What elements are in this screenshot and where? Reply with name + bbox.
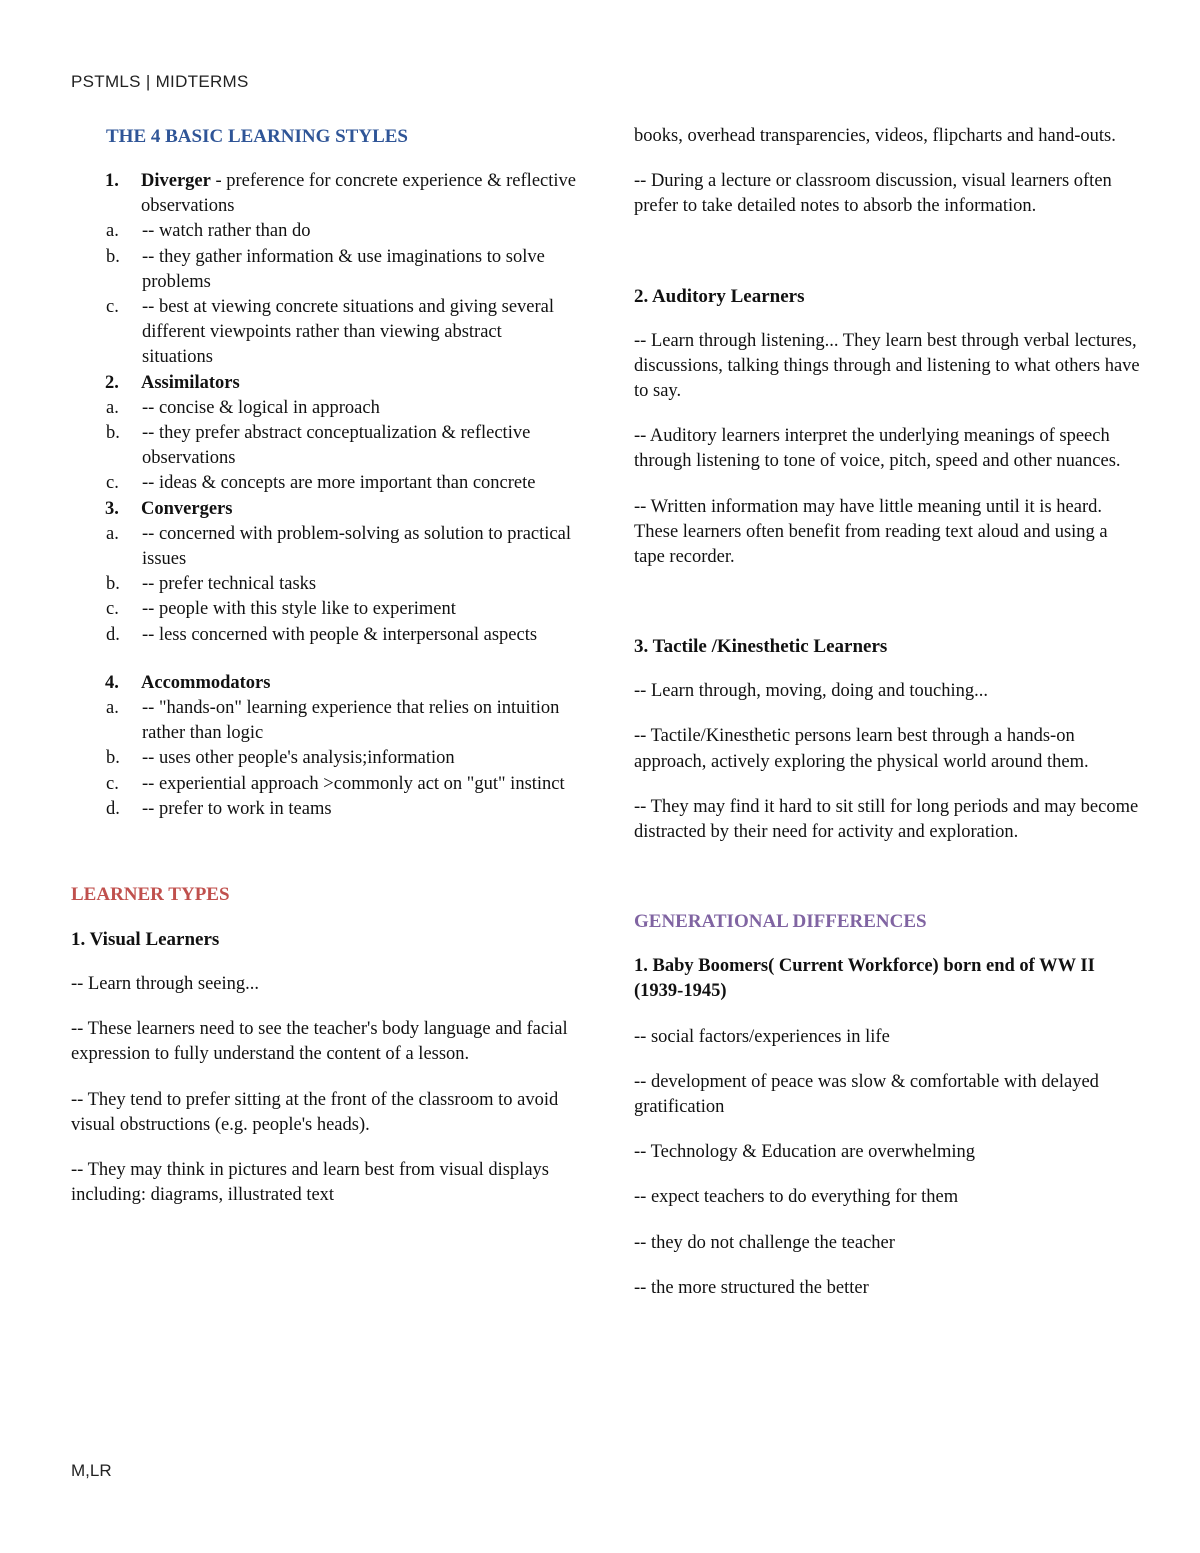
paragraph: -- During a lecture or classroom discussion, visual learners often prefer to take detailed notes to absorb the information. xyxy=(634,171,1112,217)
sub-item xyxy=(71,421,576,471)
list-item xyxy=(71,169,576,371)
list-item xyxy=(71,371,576,497)
sub-item xyxy=(71,522,576,572)
visual-learners-title: 1. Visual Learners xyxy=(71,929,220,951)
sub-letter: c. xyxy=(106,297,119,318)
sub-item xyxy=(71,219,576,244)
paragraph: -- Tactile/Kinesthetic persons learn best through a hands-on approach, actively exploring the physical world around them. xyxy=(634,726,1089,772)
right-column xyxy=(634,124,1140,1301)
item-term: Diverger xyxy=(141,171,211,191)
generation-item: 1. Baby Boomers( Current Workforce) born end of WW II (1939-1945) xyxy=(634,956,1095,1002)
sub-letter: b. xyxy=(106,423,120,444)
sub-text: -- experiential approach >commonly act on "gut" instinct xyxy=(142,773,565,794)
sub-text: -- people with this style like to experiment xyxy=(142,599,456,620)
learning-styles-heading: THE 4 BASIC LEARNING STYLES xyxy=(106,126,408,147)
sub-item xyxy=(71,746,576,771)
sub-item xyxy=(71,396,576,421)
sub-text: -- they prefer abstract conceptualization & reflective observations xyxy=(142,423,531,469)
item-term: Accommodators xyxy=(141,672,271,693)
auditory-learners-title: 2. Auditory Learners xyxy=(634,285,805,307)
sub-item xyxy=(71,471,576,496)
sub-letter: b. xyxy=(106,748,120,769)
paragraph: -- development of peace was slow & comfortable with delayed gratification xyxy=(634,1071,1099,1118)
sub-text: -- concise & logical in approach xyxy=(142,397,380,418)
paragraph: -- They may think in pictures and learn best from visual displays including: diagrams, illustrated text xyxy=(71,1160,549,1206)
item-number: 2. xyxy=(105,372,119,393)
paragraph: -- They tend to prefer sitting at the front of the classroom to avoid visual obstructions (e.g. people's heads). xyxy=(71,1089,559,1135)
sub-item xyxy=(71,295,576,371)
sub-text: -- they gather information & use imaginations to solve problems xyxy=(142,246,545,292)
generational-heading: GENERATIONAL DIFFERENCES xyxy=(634,911,927,933)
sub-letter: c. xyxy=(106,599,119,620)
sub-letter: a. xyxy=(106,698,119,719)
list-item xyxy=(71,671,576,822)
paragraph: -- Learn through listening... They learn best through verbal lectures, discussions, talking things through and listening to what others have to say. xyxy=(634,330,1140,402)
item-number: 3. xyxy=(105,498,119,519)
paragraph: -- they do not challenge the teacher xyxy=(634,1232,895,1253)
sub-letter: c. xyxy=(106,773,119,794)
paragraph: -- Learn through, moving, doing and touching... xyxy=(634,681,989,702)
sub-item xyxy=(71,696,576,746)
paragraph: -- expect teachers to do everything for them xyxy=(634,1187,959,1208)
left-column xyxy=(71,124,576,1209)
sub-item xyxy=(71,597,576,622)
paragraph: -- social factors/experiences in life xyxy=(634,1026,890,1047)
paragraph: -- the more structured the better xyxy=(634,1277,869,1298)
sub-list xyxy=(71,219,576,370)
sub-letter: b. xyxy=(106,574,120,595)
sub-text: -- less concerned with people & interpersonal aspects xyxy=(142,624,538,645)
sub-list xyxy=(71,696,576,822)
list-item xyxy=(71,497,576,648)
sub-letter: c. xyxy=(106,473,119,494)
sub-list xyxy=(71,396,576,497)
learner-types-heading: LEARNER TYPES xyxy=(71,884,230,906)
sub-text: -- "hands-on" learning experience that relies on intuition rather than logic xyxy=(142,698,560,744)
learning-styles-list xyxy=(71,169,576,822)
page-footer: M,LR xyxy=(71,1461,112,1480)
sub-text: -- prefer to work in teams xyxy=(142,798,332,819)
paragraph: books, overhead transparencies, videos, flipcharts and hand-outs. xyxy=(634,126,1116,146)
paragraph: -- Learn through seeing... xyxy=(71,974,260,995)
item-description: - preference for concrete experience & reflective observations xyxy=(141,171,576,217)
item-number: 4. xyxy=(105,672,119,693)
sub-text: -- concerned with problem-solving as solution to practical issues xyxy=(142,523,571,570)
sub-list xyxy=(71,522,576,648)
item-number: 1. xyxy=(105,171,119,191)
paragraph: -- They may find it hard to sit still for long periods and may become distracted by their need for activity and exploration. xyxy=(634,796,1139,843)
paragraph: -- Technology & Education are overwhelming xyxy=(634,1142,976,1163)
sub-item xyxy=(71,797,576,822)
sub-item xyxy=(71,772,576,797)
sub-letter: a. xyxy=(106,221,119,242)
sub-letter: a. xyxy=(106,397,119,418)
sub-text: -- best at viewing concrete situations and giving several different viewpoints rather than viewing abstract situations xyxy=(142,297,555,368)
paragraph: -- Auditory learners interpret the underlying meanings of speech through listening to tone of voice, pitch, speed and other nuances. xyxy=(634,426,1121,472)
item-term: Assimilators xyxy=(141,372,240,393)
paragraph: -- Written information may have little meaning until it is heard. These learners often benefit from reading text aloud and using a tape recorder. xyxy=(634,496,1108,568)
sub-item xyxy=(71,572,576,597)
sub-letter: b. xyxy=(106,246,120,267)
sub-text: -- watch rather than do xyxy=(142,221,311,242)
sub-letter: d. xyxy=(106,624,120,645)
sub-text: -- prefer technical tasks xyxy=(142,574,317,595)
sub-text: -- uses other people's analysis;information xyxy=(142,748,455,769)
sub-item xyxy=(71,623,576,648)
sub-letter: a. xyxy=(106,523,119,544)
sub-letter: d. xyxy=(106,798,120,819)
sub-item xyxy=(71,245,576,295)
paragraph: -- These learners need to see the teacher's body language and facial expression to fully understand the content of a lesson. xyxy=(71,1019,568,1065)
item-term: Convergers xyxy=(141,498,233,519)
tactile-learners-title: 3. Tactile /Kinesthetic Learners xyxy=(634,636,888,658)
sub-text: -- ideas & concepts are more important than concrete xyxy=(142,473,536,494)
page-header: PSTMLS | MIDTERMS xyxy=(71,72,249,91)
